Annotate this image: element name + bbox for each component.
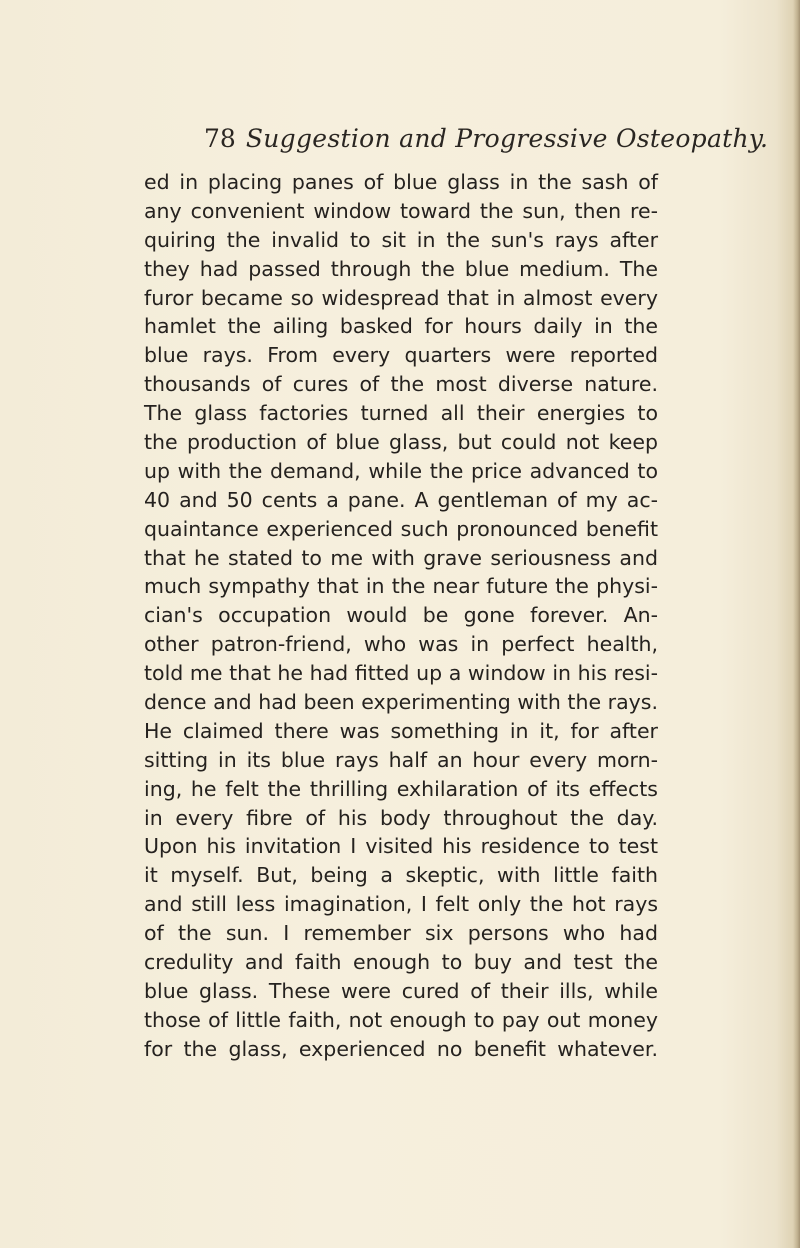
text-line: in every fibre of his body throughout the day. bbox=[144, 805, 658, 830]
text-line: blue rays. From every quarters were reported bbox=[144, 343, 658, 368]
text-line: of the sun. I remember six persons who had bbox=[144, 921, 658, 946]
text-line: cian's occupation would be gone forever. An- bbox=[144, 603, 658, 628]
text-line: much sympathy that in the near future the physi- bbox=[144, 574, 658, 599]
text-line: they had passed through the blue medium. The bbox=[144, 256, 658, 281]
text-line: 40 and 50 cents a pane. A gentleman of my ac- bbox=[144, 487, 658, 512]
running-header bbox=[204, 124, 769, 164]
text-line: The glass factories turned all their energies to bbox=[144, 401, 658, 426]
text-line: those of little faith, not enough to pay out money bbox=[144, 1007, 658, 1032]
text-line: quaintance experienced such pronounced benefit bbox=[144, 516, 658, 541]
text-line: quiring the invalid to sit in the sun's rays after bbox=[144, 227, 658, 252]
text-line: credulity and faith enough to buy and test the bbox=[144, 950, 658, 975]
text-line: He claimed there was something in it, for after bbox=[144, 718, 658, 743]
text-line: furor became so widespread that in almost every bbox=[144, 285, 658, 310]
text-line: ing, he felt the thrilling exhilaration of its effects bbox=[144, 776, 658, 801]
text-line: sitting in its blue rays half an hour every morn- bbox=[144, 747, 658, 772]
text-line: blue glass. These were cured of their ills, while bbox=[144, 978, 658, 1003]
text-line: ed in placing panes of blue glass in the sash of bbox=[144, 170, 658, 194]
text-line: for the glass, experienced no benefit whatever. bbox=[144, 1036, 658, 1061]
text-line: dence and had been experimenting with the rays. bbox=[144, 690, 658, 715]
body-paragraph bbox=[144, 168, 658, 1064]
text-line: any convenient window toward the sun, then re- bbox=[144, 198, 658, 223]
text-line: Upon his invitation I visited his residence to test bbox=[144, 834, 658, 859]
text-line: it myself. But, being a skeptic, with little faith bbox=[144, 863, 658, 888]
page-number: 78 bbox=[204, 124, 236, 153]
text-line: and still less imagination, I felt only the hot rays bbox=[144, 892, 658, 917]
text-line: that he stated to me with grave seriousness and bbox=[144, 545, 658, 570]
text-line: other patron-friend, who was in perfect health, bbox=[144, 632, 658, 657]
page-edge-shadow bbox=[793, 0, 800, 1248]
text-line: the production of blue glass, but could not keep bbox=[144, 430, 658, 455]
text-line: thousands of cures of the most diverse nature. bbox=[144, 372, 658, 397]
running-title: Suggestion and Progressive Osteopathy. bbox=[245, 124, 769, 153]
text-line: told me that he had fitted up a window in his resi- bbox=[144, 661, 658, 686]
text-line: up with the demand, while the price advanced to bbox=[144, 458, 658, 483]
text-line: hamlet the ailing basked for hours daily in the bbox=[144, 314, 658, 339]
